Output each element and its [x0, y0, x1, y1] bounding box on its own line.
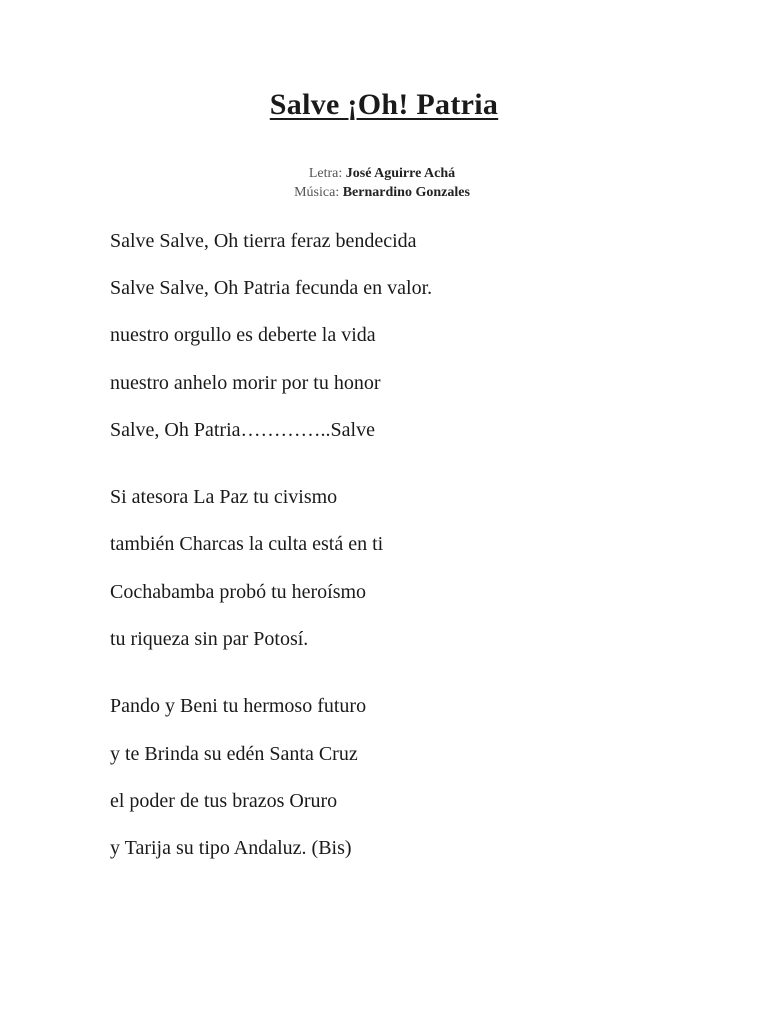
- page-title: Salve ¡Oh! Patria: [269, 88, 499, 121]
- verse-line: el poder de tus brazos Oruro: [110, 789, 338, 812]
- verse-line: Cochabamba probó tu heroísmo: [110, 580, 367, 603]
- verse-line: tu riqueza sin par Potosí.: [110, 627, 309, 650]
- stanza-3: [110, 696, 710, 858]
- verse-line: y te Brinda su edén Santa Cruz: [110, 742, 358, 765]
- verse-line: Salve Salve, Oh tierra feraz bendecida: [110, 230, 417, 252]
- credits-block: [0, 164, 766, 202]
- stanza-2: [110, 487, 710, 649]
- lyrics-credit: [0, 164, 766, 183]
- music-author: Bernardino Gonzales: [342, 185, 470, 200]
- verse-line: nuestro orgullo es deberte la vida: [110, 324, 376, 347]
- stanza-1: [110, 231, 710, 440]
- verse-line: también Charcas la culta está en ti: [110, 533, 384, 556]
- verse-line: nuestro anhelo morir por tu honor: [110, 371, 381, 394]
- verse-line: Salve, Oh Patria…………..Salve: [110, 418, 375, 441]
- verse-line: Si atesora La Paz tu civismo: [110, 486, 338, 509]
- lyrics-label: Letra:: [308, 166, 343, 181]
- verse-line: y Tarija su tipo Andaluz. (Bis): [110, 836, 352, 859]
- music-label: Música:: [294, 185, 340, 200]
- music-credit: [0, 183, 766, 202]
- lyrics-body: [110, 231, 710, 905]
- lyrics-author: José Aguirre Achá: [345, 166, 456, 181]
- verse-line: Pando y Beni tu hermoso futuro: [110, 695, 367, 718]
- verse-line: Salve Salve, Oh Patria fecunda en valor.: [110, 277, 433, 300]
